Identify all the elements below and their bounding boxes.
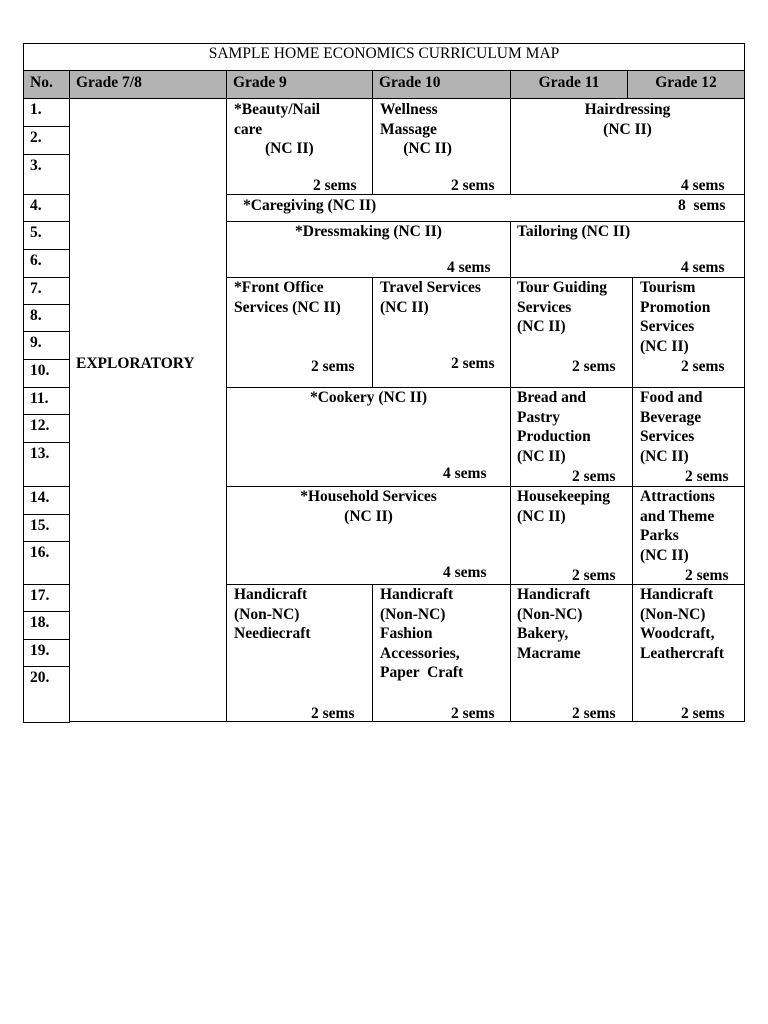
course-hairdressing: Hairdressing (NC II) — [584, 101, 671, 138]
course-household: *Household Services (NC II) — [300, 488, 437, 525]
course-beauty: *Beauty/Nail care (NC II) — [234, 101, 321, 157]
course-attractions: Attractions and Theme Parks (NC II) — [640, 488, 715, 564]
row-number: 16. — [30, 544, 50, 561]
sems-cookery: 4 sems — [443, 465, 487, 482]
row-number: 3. — [30, 157, 42, 174]
sems-tourism: 2 sems — [681, 358, 725, 375]
row-number: 20. — [30, 669, 50, 686]
row-number: 4. — [30, 197, 42, 214]
course-food-beverage: Food and Beverage Services (NC II) — [640, 389, 703, 465]
sems-handicraft-11: 2 sems — [572, 705, 616, 722]
exploratory-cell — [69, 98, 227, 722]
sems-caregiving: 8 sems — [678, 197, 726, 214]
sems-tour-guiding: 2 sems — [572, 358, 616, 375]
course-caregiving: *Caregiving (NC II) — [243, 197, 377, 214]
row-number: 15. — [30, 517, 50, 534]
exploratory-label: EXPLORATORY — [76, 355, 195, 372]
header-grade12: Grade 12 — [655, 74, 717, 91]
sems-tailoring: 4 sems — [681, 259, 725, 276]
row-number: 6. — [30, 252, 42, 269]
sems-handicraft-10: 2 sems — [451, 705, 495, 722]
course-housekeeping: Housekeeping (NC II) — [517, 488, 611, 525]
header-grade78: Grade 7/8 — [76, 74, 142, 91]
course-handicraft-12: Handicraft (Non-NC) Woodcraft, Leathercraft — [640, 586, 725, 662]
course-cookery: *Cookery (NC II) — [309, 389, 428, 406]
header-grade10: Grade 10 — [379, 74, 441, 91]
sems-food-beverage: 2 sems — [685, 468, 729, 485]
sems-household: 4 sems — [443, 564, 487, 581]
header-grade9: Grade 9 — [233, 74, 287, 91]
sems-front-office: 2 sems — [311, 358, 355, 375]
row-number: 9. — [30, 334, 42, 351]
row-number: 8. — [30, 307, 42, 324]
header-grade11: Grade 11 — [538, 74, 600, 91]
course-dressmaking: *Dressmaking (NC II) — [295, 223, 442, 240]
row-number: 5. — [30, 224, 42, 241]
course-front-office: *Front Office Services (NC II) — [234, 279, 341, 316]
sems-wellness: 2 sems — [451, 177, 495, 194]
sems-dressmaking: 4 sems — [447, 259, 491, 276]
row-number: 17. — [30, 587, 50, 604]
row-number: 19. — [30, 642, 50, 659]
row-number: 18. — [30, 614, 50, 631]
course-handicraft-10: Handicraft (Non-NC) Fashion Accessories, Paper Craft — [380, 586, 464, 681]
course-handicraft-11: Handicraft (Non-NC) Bakery, Macrame — [517, 586, 591, 662]
sems-housekeeping: 2 sems — [572, 567, 616, 584]
sems-travel: 2 sems — [451, 355, 495, 372]
row-number: 12. — [30, 417, 50, 434]
sems-hairdressing: 4 sems — [681, 177, 725, 194]
sems-handicraft-12: 2 sems — [681, 705, 725, 722]
sems-bread: 2 sems — [572, 468, 616, 485]
row-number: 2. — [30, 129, 42, 146]
course-handicraft-9: Handicraft (Non-NC) Neediecraft — [234, 586, 311, 642]
table-title: SAMPLE HOME ECONOMICS CURRICULUM MAP — [208, 45, 560, 62]
sems-handicraft-9: 2 sems — [311, 705, 355, 722]
course-tourism: Tourism Promotion Services (NC II) — [640, 279, 711, 355]
course-wellness: Wellness Massage (NC II) — [380, 101, 452, 157]
course-tailoring: Tailoring (NC II) — [517, 223, 631, 240]
row-number: 7. — [30, 280, 42, 297]
row-number: 1. — [30, 101, 42, 118]
row-number: 13. — [30, 445, 50, 462]
course-tour-guiding: Tour Guiding Services (NC II) — [517, 279, 608, 335]
sems-beauty: 2 sems — [313, 177, 357, 194]
row-number: 11. — [30, 390, 49, 407]
course-travel: Travel Services (NC II) — [380, 279, 481, 316]
header-no: No. — [30, 74, 53, 91]
row-number: 14. — [30, 489, 50, 506]
course-bread: Bread and Pastry Production (NC II) — [517, 389, 591, 465]
row-number: 10. — [30, 362, 50, 379]
sems-attractions: 2 sems — [685, 567, 729, 584]
